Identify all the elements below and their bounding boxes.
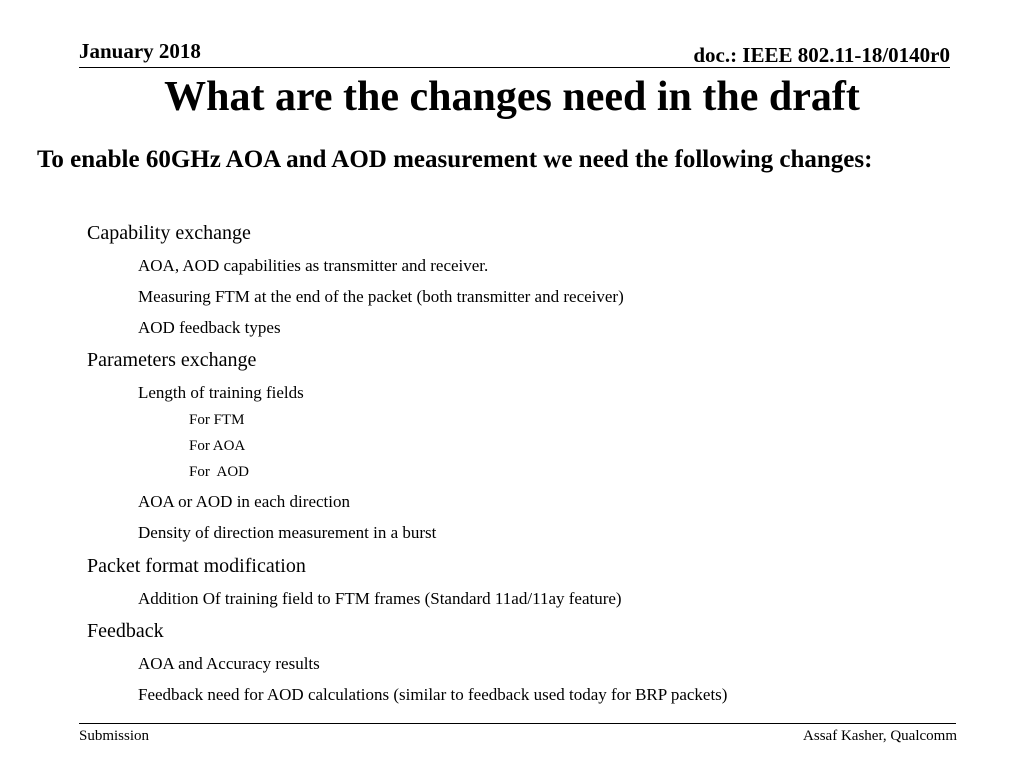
list-item: Measuring FTM at the end of the packet (both transmitter and receiver) bbox=[138, 287, 624, 306]
list-item: AOA or AOD in each direction bbox=[138, 492, 350, 511]
list-item: Addition Of training field to FTM frames (Standard 11ad/11ay feature) bbox=[138, 589, 622, 608]
section-feedback: Feedback bbox=[87, 620, 164, 642]
list-item: AOA, AOD capabilities as transmitter and receiver. bbox=[138, 256, 489, 275]
list-item: AOD feedback types bbox=[138, 318, 281, 337]
section-parameters-exchange: Parameters exchange bbox=[87, 349, 257, 371]
section-capability-exchange: Capability exchange bbox=[87, 222, 251, 244]
list-item: AOA and Accuracy results bbox=[138, 654, 320, 673]
intro-bullet: To enable 60GHz AOA and AOD measurement we need the following changes: bbox=[37, 146, 873, 173]
footer-submission: Submission bbox=[79, 728, 150, 744]
sub-list-item: For AOA bbox=[189, 438, 246, 454]
sub-list-item: For AOD bbox=[189, 464, 250, 480]
sub-list-item: For FTM bbox=[189, 412, 245, 428]
header-doc-id: doc.: IEEE 802.11-18/0140r0 bbox=[693, 43, 950, 67]
list-item: Feedback need for AOD calculations (similar to feedback used today for BRP packets) bbox=[138, 685, 728, 704]
slide-title: What are the changes need in the draft bbox=[164, 74, 860, 120]
footer-divider bbox=[79, 723, 956, 724]
list-item: Length of training fields bbox=[138, 383, 304, 402]
header-divider bbox=[79, 67, 950, 68]
list-item: Density of direction measurement in a burst bbox=[138, 523, 437, 542]
footer-author: Assaf Kasher, Qualcomm bbox=[803, 728, 957, 744]
header-date: January 2018 bbox=[79, 39, 201, 63]
section-packet-format-modification: Packet format modification bbox=[87, 555, 306, 577]
